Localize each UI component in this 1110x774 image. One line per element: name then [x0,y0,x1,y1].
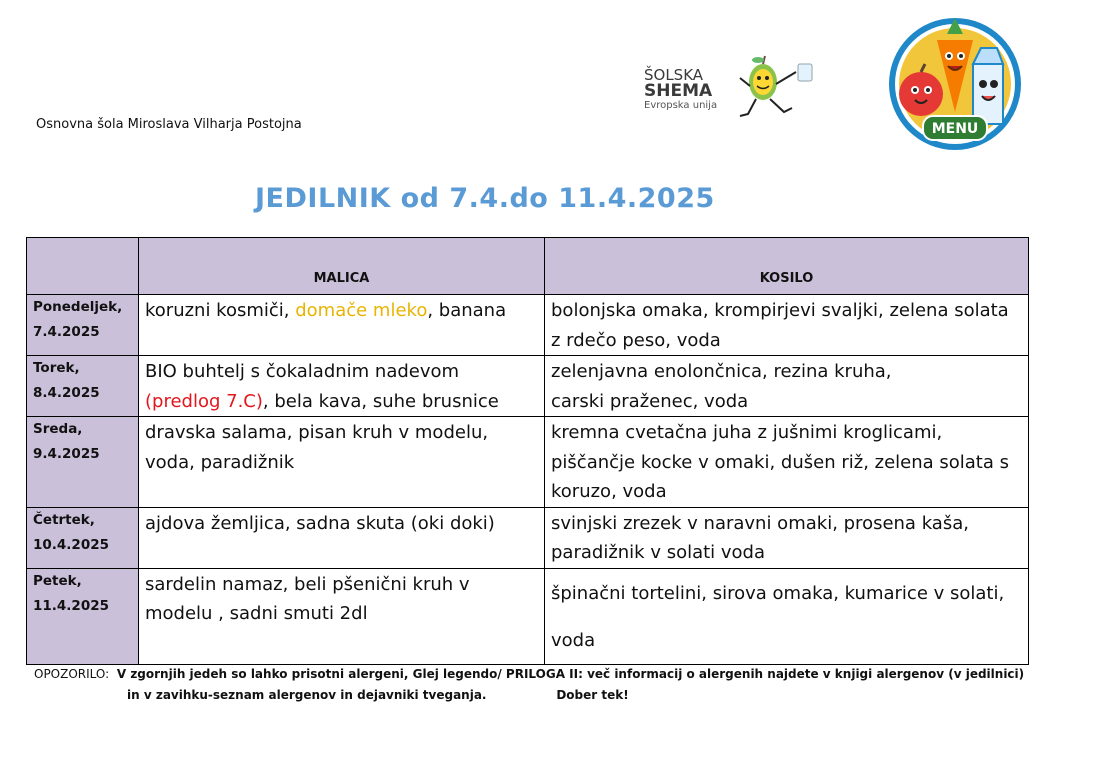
table-row [27,417,1029,508]
header-empty-cell [27,238,139,295]
solska-shema-logo [636,36,826,132]
menu-mascot-logo [885,12,1025,160]
day-name: Ponedeljek, [33,299,123,315]
note-label: OPOZORILO: [34,667,110,681]
logo-text-solska: ŠOLSKA [644,66,704,84]
milk-glass-icon [798,64,812,81]
note-closing: Dober tek! [556,688,629,702]
malica-text-rest: , bela kava, suhe brusnice [262,390,499,412]
kosilo-cell: bolonjska omaka, krompirjevi svaljki, zelena solata z rdečo peso, voda [545,295,1029,356]
logo-text-eu: Evropska unija [644,100,718,111]
table-row [27,295,1029,356]
logo-text-shema: SHEMA [644,81,713,101]
kosilo-cell [545,356,1029,417]
day-name: Sreda, [33,421,83,437]
day-cell [27,417,139,508]
menu-label: MENU [931,121,979,137]
kosilo-line: zelenjavna enolončnica, rezina kruha, [551,361,892,382]
malica-text: koruzni kosmiči, [145,300,296,321]
malica-text: BIO buhtelj s čokaladnim nadevom [145,361,460,382]
note-text-1: V zgornjih jedeh so lahko prisotni alergeni, Glej legendo/ PRILOGA II: več informacij o alergenih najdete v knjigi alergenov (v jedilnici) [116,667,1025,681]
table-header-row [27,238,1029,295]
table-row [27,568,1029,664]
note-line-1 [34,664,1034,685]
day-date: 8.4.2025 [33,385,100,401]
malica-cell: ajdova žemljica, sadna skuta (oki doki) [139,507,545,568]
malica-highlight-proposal: (predlog 7.C) [145,390,263,412]
table-row [27,507,1029,568]
day-name: Petek, [33,572,82,589]
school-name: Osnovna šola Miroslava Vilharja Postojna [36,117,302,132]
day-name: Četrtek, [33,511,95,528]
milk-carton-mascot-icon [973,48,1003,124]
header-malica-label: MALICA [313,271,370,286]
kosilo-cell: kremna cvetačna juha z jušnimi kroglicami, piščančje kocke v omaki, dušen riž, zelena solata s koruzo, voda [545,417,1029,508]
allergen-note [34,664,1034,706]
header-kosilo [545,238,1029,295]
note-line-2 [34,685,1034,706]
malica-cell: sardelin namaz, beli pšenični kruh v modelu , sadni smuti 2dl [139,568,545,664]
malica-highlight-local: domače mleko [295,300,428,321]
kosilo-cell: svinjski zrezek v naravni omaki, prosena kaša, paradižnik v solati voda [545,507,1029,568]
day-cell [27,507,139,568]
kosilo-line: carski praženec, voda [551,390,749,412]
header-kosilo-label: KOSILO [759,271,814,286]
malica-cell [139,356,545,417]
day-name: Torek, [33,360,80,376]
menu-table [26,237,1029,665]
day-date: 9.4.2025 [33,446,100,462]
malica-cell: dravska salama, pisan kruh v modelu, voda, paradižnik [139,417,545,508]
note-text-2: in v zavihku-seznam alergenov in dejavniki tveganja. [127,688,487,702]
day-cell [27,356,139,417]
day-date: 10.4.2025 [33,536,110,553]
header-malica [139,238,545,295]
table-row [27,356,1029,417]
malica-cell [139,295,545,356]
page-title: JEDILNIK od 7.4.do 11.4.2025 [255,183,715,214]
day-date: 11.4.2025 [33,597,110,614]
kosilo-cell: špinačni tortelini, sirova omaka, kumarice v solati, voda [545,568,1029,664]
apple-mascot-icon [740,56,796,116]
day-cell [27,568,139,664]
day-date: 7.4.2025 [33,324,100,340]
day-cell [27,295,139,356]
malica-text-rest: , banana [427,300,507,321]
